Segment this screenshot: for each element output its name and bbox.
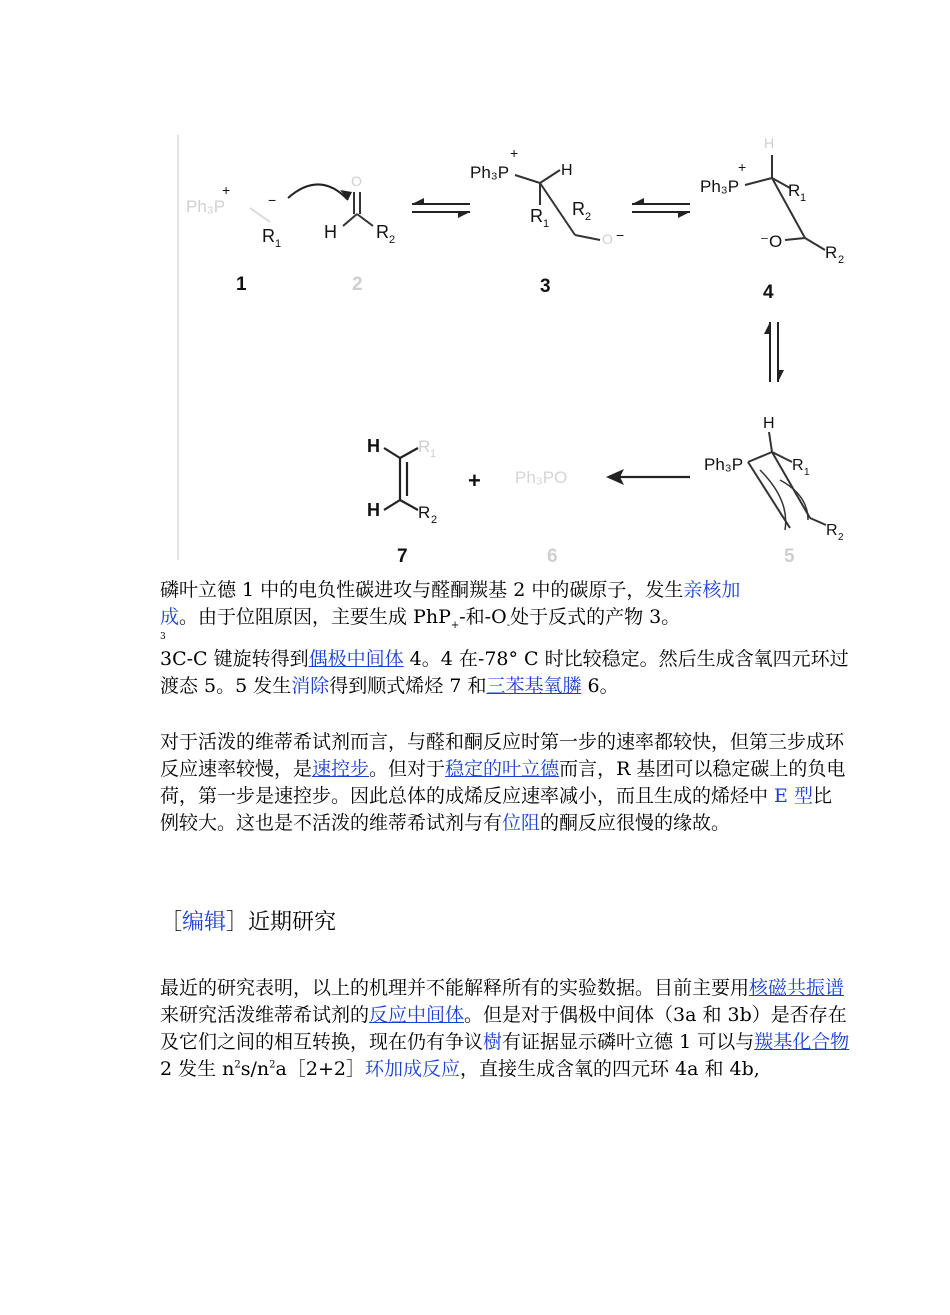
svg-text:R: R: [572, 199, 585, 219]
section-heading-recent-research: ［编辑］近期研究: [160, 910, 337, 935]
compound-number: 3: [540, 276, 551, 297]
link-citation[interactable]: 樹: [483, 1031, 503, 1053]
link-triphenylphosphine-oxide[interactable]: 三苯基氧膦: [486, 675, 582, 697]
svg-text:1: 1: [800, 192, 807, 204]
svg-text:2: 2: [838, 532, 844, 543]
svg-text:2: 2: [838, 254, 845, 266]
plus-sign: +: [468, 468, 481, 493]
link-e-isomer[interactable]: E 型: [768, 785, 813, 807]
curved-arrow-icon: [288, 184, 348, 200]
compound-number: 1: [236, 274, 247, 295]
compound-number: 7: [397, 546, 408, 567]
compound-number: 5: [784, 546, 795, 567]
edit-link[interactable]: 编辑: [182, 910, 227, 935]
equilibrium-arrow-icon: [632, 198, 690, 218]
compound-number: 6: [547, 546, 558, 567]
svg-text:H: H: [367, 436, 380, 456]
compound-2: [324, 173, 395, 295]
compound-1: [186, 182, 281, 295]
svg-text:+: +: [510, 145, 519, 161]
paragraph-rate-determining: 对于活泼的维蒂希试剂而言，与醛和酮反应时第一步的速率都较快，但第三步成环反应速率较慢，是速控步。但对于稳定的叶立德而言，R 基团可以稳定碳上的负电荷，第一步是速控步。因此总体的成烯反应速率减小，而且生成的烯烃中 E 型比例较大。这也是不活泼的维蒂希试剂与有位阻的酮反应很慢的缘故。: [160, 731, 846, 834]
paragraph-mechanism-step1: 磷叶立德 1 中的电负性碳进攻与醛酮羰基 2 中的碳原子，发生亲核加 成。由于位阻原因，主要生成 PhP$_+$-和$-O_-$处于反式的产物 3。: [160, 579, 741, 631]
minus-charge: −: [268, 192, 277, 208]
plus-charge: +: [222, 182, 231, 198]
svg-text:⁻O: ⁻O: [760, 232, 783, 251]
svg-text:1: 1: [275, 238, 282, 250]
svg-text:H: H: [764, 135, 775, 151]
svg-text:H: H: [561, 162, 573, 179]
svg-text:O: O: [602, 231, 613, 247]
svg-text:1: 1: [804, 467, 810, 478]
link-nmr-spectroscopy[interactable]: 核磁共振谱: [749, 977, 845, 999]
reaction-arrow-left-icon: [606, 469, 690, 485]
link-steric-hindrance[interactable]: 位阻: [502, 812, 541, 834]
svg-text:1: 1: [430, 448, 437, 460]
svg-text:H: H: [324, 222, 337, 242]
r1-label: R: [262, 226, 275, 246]
link-nucleophilic-addition[interactable]: 亲核加: [683, 579, 741, 601]
svg-text:Ph₃P: Ph₃P: [700, 177, 740, 196]
svg-text:O: O: [351, 173, 362, 189]
wittig-mechanism-diagram: [0, 0, 950, 580]
svg-text:R: R: [418, 503, 431, 522]
svg-text:H: H: [763, 415, 775, 432]
link-stabilized-ylide[interactable]: 稳定的叶立德: [445, 758, 560, 780]
svg-text:2: 2: [431, 514, 438, 526]
svg-text:2: 2: [585, 211, 592, 223]
footnote-mark: 3: [160, 632, 166, 642]
link-carbonyl-compound[interactable]: 羰基化合物: [754, 1031, 850, 1053]
svg-text:R: R: [826, 522, 838, 539]
compound-7: [367, 436, 437, 567]
link-elimination[interactable]: 消除: [291, 675, 330, 697]
ph3p-label: Ph₃P: [186, 197, 226, 216]
svg-text:R: R: [788, 181, 801, 200]
compound-number: 4: [763, 282, 774, 303]
svg-text:R: R: [376, 222, 389, 242]
svg-text:R: R: [530, 206, 543, 226]
paragraph-mechanism-step2: 3C-C 键旋转得到偶极中间体 4。4 在-78° C 时比较稳定。然后生成含氧四元环过渡态 5。5 发生消除得到顺式烯烃 7 和三苯基氧膦 6。: [160, 648, 849, 697]
compound-4: [700, 135, 844, 303]
link-reaction-intermediate[interactable]: 反应中间体: [369, 1004, 465, 1026]
svg-text:1: 1: [543, 218, 550, 230]
svg-text:Ph₃P: Ph₃P: [470, 163, 510, 182]
svg-text:R: R: [825, 243, 838, 262]
compound-5: [704, 415, 844, 567]
compound-3: [470, 145, 624, 297]
svg-text:Ph₃PO: Ph₃PO: [515, 468, 568, 487]
reaction-scheme: [0, 0, 950, 580]
svg-text:R: R: [418, 437, 431, 456]
equilibrium-arrow-icon: [412, 198, 470, 218]
svg-text:Ph₃P: Ph₃P: [704, 455, 744, 474]
link-cycloaddition[interactable]: 环加成反应: [364, 1058, 460, 1080]
link-rate-determining-step[interactable]: 速控步: [312, 758, 370, 780]
svg-text:2: 2: [389, 234, 396, 246]
compound-6: [515, 468, 567, 567]
paragraph-recent-research: 最近的研究表明，以上的机理并不能解释所有的实验数据。目前主要用核磁共振谱来研究活泼维蒂希试剂的反应中间体。但是对于偶极中间体（3a 和 3b）是否存在及它们之间的相互转换，现在仍有争议樹有证据显示磷叶立德 1 可以与羰基化合物 2 发生 $n^2s/n^2a[2+2]$环加成反应，直接生成含氧的四元环 4a 和 4b,: [160, 977, 850, 1080]
svg-text:+: +: [738, 159, 747, 175]
svg-text:R: R: [792, 457, 804, 474]
svg-text:H: H: [367, 500, 380, 520]
link-nucleophilic-addition-cont[interactable]: 成: [160, 606, 180, 628]
compound-number: 2: [352, 274, 363, 295]
svg-text:−: −: [616, 227, 625, 243]
link-dipolar-intermediate[interactable]: 偶极中间体: [308, 648, 404, 670]
equilibrium-arrow-vertical-icon: [764, 322, 784, 382]
